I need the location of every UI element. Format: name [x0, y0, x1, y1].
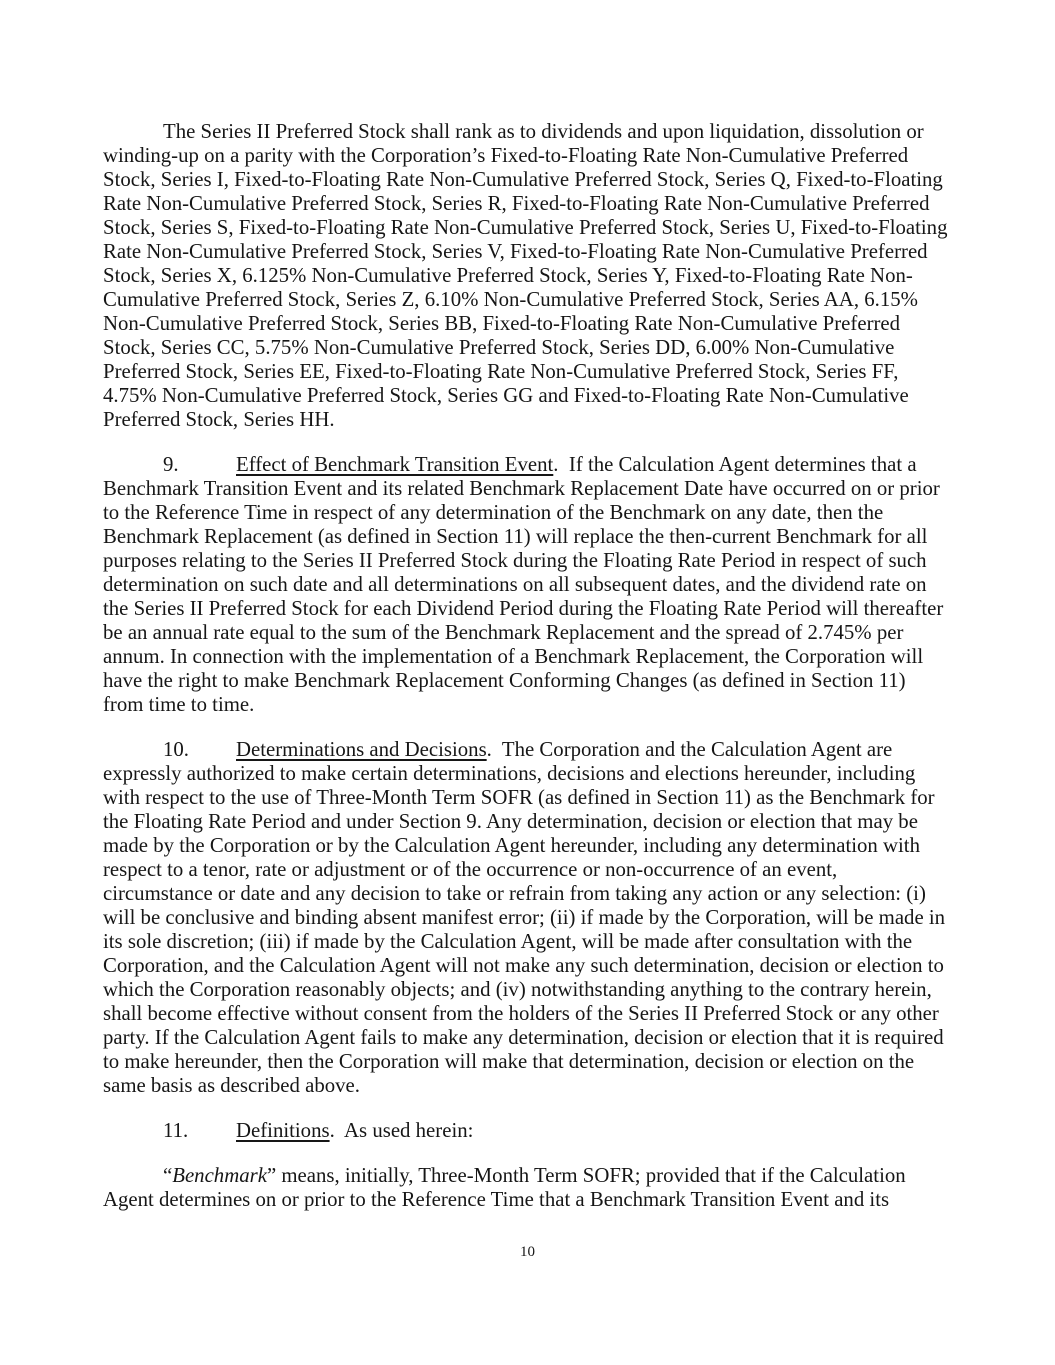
benchmark-term: Benchmark — [172, 1164, 267, 1187]
paragraph-section-10 — [103, 738, 951, 1098]
section-11-body: . As used herein: — [329, 1119, 474, 1142]
section-11-heading: Definitions — [236, 1119, 330, 1142]
section-9-heading: Effect of Benchmark Transition Event — [236, 453, 554, 476]
paragraph-section-11 — [103, 1119, 948, 1143]
document-body — [103, 120, 953, 1212]
paragraph-section-9 — [103, 453, 948, 717]
section-10-number: 10. — [163, 738, 189, 761]
section-10-body: . The Corporation and the Calculation Agent are expressly authorized to make certain determinations, decisions and elections hereunder, including with respect to the use of Three-Month Term SOFR (as defined in Section 11) as the Benchmark for the Floating Rate Period and under Section 9. Any determination, decision or election that may be made by the Corporation or by the Calculation Agent hereunder, including any determination with respect to a tenor, rate or adjustment or of the occurrence or non-occurrence of an event, circumstance or date and any decision to take or refrain from taking any action or any selection: (i) will be conclusive and binding absent manifest error; (ii) if made by the Corporation, will be made in its sole discretion; (iii) if made by the Calculation Agent, will be made after consultation with the Corporation, and the Calculation Agent will not make any such determination, decision or election to which the Corporation reasonably objects; and (iv) notwithstanding anything to the contrary herein, shall become effective without consent from the holders of the Series II Preferred Stock or any other party. If the Calculation Agent fails to make any determination, decision or election that it is required to make hereunder, then the Corporation will make that determination, decision or election on the same basis as described above. — [103, 738, 951, 1097]
section-10-heading: Determinations and Decisions — [236, 738, 487, 761]
paragraph-ranking-text: The Series II Preferred Stock shall rank as to dividends and upon liquidation, dissolution or winding-up on a parity with the Corporation’s Fixed-to-Floating Rate Non-Cumulative Preferred Stock, Series I, Fixed-to-Floating Rate Non-Cumulative Preferred Stock, Series Q, Fixed-to-Floating Rate Non-Cumulative Preferred Stock, Series R, Fixed-to-Floating Rate Non-Cumulative Preferred Stock, Series S, Fixed-to-Floating Rate Non-Cumulative Preferred Stock, Series U, Fixed-to-Floating Rate Non-Cumulative Preferred Stock, Series V, Fixed-to-Floating Rate Non-Cumulative Preferred Stock, Series X, 6.125% Non-Cumulative Preferred Stock, Series Y, Fixed-to-Floating Rate Non-Cumulative Preferred Stock, Series Z, 6.10% Non-Cumulative Preferred Stock, Series AA, 6.15% Non-Cumulative Preferred Stock, Series BB, Fixed-to-Floating Rate Non-Cumulative Preferred Stock, Series CC, 5.75% Non-Cumulative Preferred Stock, Series DD, 6.00% Non-Cumulative Preferred Stock, Series EE, Fixed-to-Floating Rate Non-Cumulative Preferred Stock, Series FF, 4.75% Non-Cumulative Preferred Stock, Series GG and Fixed-to-Floating Rate Non-Cumulative Preferred Stock, Series HH. — [103, 120, 953, 431]
paragraph-ranking — [103, 120, 953, 432]
page-number: 10 — [520, 1244, 535, 1260]
section-11-number: 11. — [163, 1119, 189, 1142]
benchmark-definition-text: ” means, initially, Three-Month Term SOFR; provided that if the Calculation Agent determines on or prior to the Reference Time that a Benchmark Transition Event and its — [103, 1164, 910, 1211]
paragraph-benchmark-definition — [103, 1164, 948, 1212]
section-9-body: . If the Calculation Agent determines that a Benchmark Transition Event and its related Benchmark Replacement Date have occurred on or prior to the Reference Time in respect of any determination of the Benchmark on any date, then the Benchmark Replacement (as defined in Section 11) will replace the then-current Benchmark for all purposes relating to the Series II Preferred Stock during the Floating Rate Period in respect of such determination on such date and all determinations on all subsequent dates, and the dividend rate on the Series II Preferred Stock for each Dividend Period during the Floating Rate Period will thereafter be an annual rate equal to the sum of the Benchmark Replacement and the spread of 2.745% per annum. In connection with the implementation of a Benchmark Replacement, the Corporation will have the right to make Benchmark Replacement Conforming Changes (as defined in Section 11) from time to time. — [103, 453, 949, 716]
section-9-number: 9. — [163, 453, 179, 476]
benchmark-open-quote: “ — [163, 1164, 173, 1187]
